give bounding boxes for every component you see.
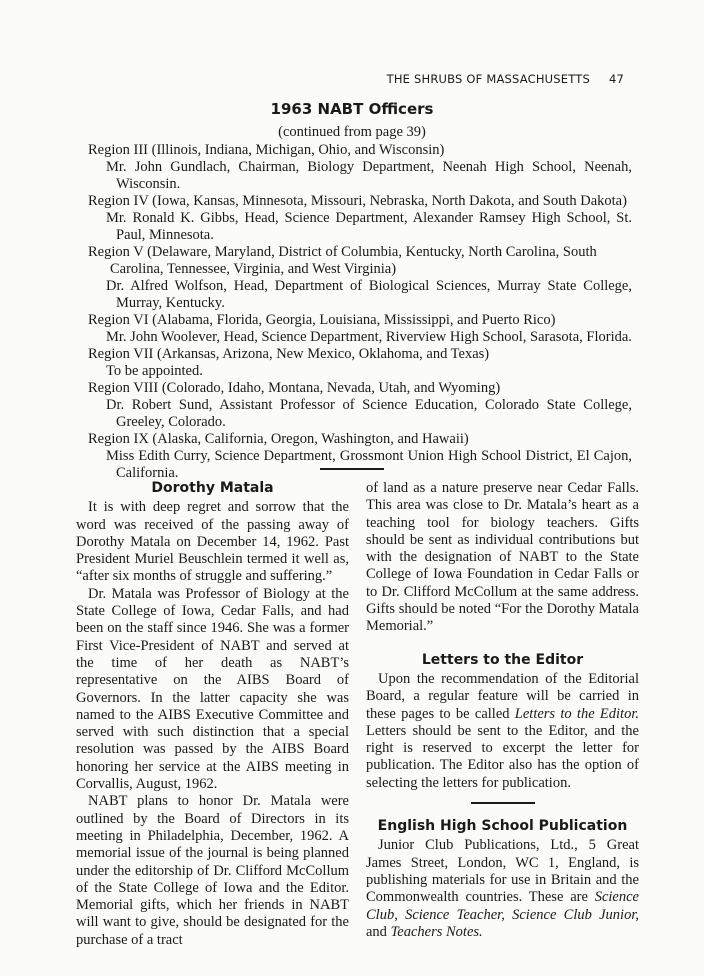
region-officer: To be appointed. <box>106 363 203 379</box>
region-entry <box>84 380 632 431</box>
letters-feature-title: Letters to the Editor. <box>514 705 639 722</box>
letters-heading: Letters to the Editor <box>421 651 584 668</box>
region-header: Region IV (Iowa, Kansas, Minnesota, Missouri, Nebraska, North Dakota, and South Dakota) <box>88 193 627 209</box>
region-entry <box>84 312 632 346</box>
region-header: Region VIII (Colorado, Idaho, Montana, Nevada, Utah, and Wyoming) <box>88 380 501 396</box>
letters-paragraph <box>366 671 639 792</box>
obituary-paragraph-continued: of land as a nature preserve near Cedar Falls. This area was close to Dr. Matala’s heart as a teaching tool for biology teachers. Gifts should be sent as individual contributions but with the designation of NABT to the State College of Iowa Foundation in Cedar Falls or to Dr. Clifford McCollum at the same address. Gifts should be noted “For the Dorothy Matala Memorial.” <box>366 480 639 635</box>
left-column <box>76 480 349 949</box>
regions-list <box>84 142 632 482</box>
running-head <box>0 72 624 86</box>
section-divider <box>471 802 535 804</box>
section-divider <box>320 468 384 470</box>
publication-title: Teachers Notes. <box>390 923 483 940</box>
region-entry <box>84 193 632 244</box>
region-header: Region V (Delaware, Maryland, District of Columbia, Kentucky, North Carolina, South Carolina, Tennessee, Virginia, and West Virginia) <box>88 244 597 277</box>
running-head-title: THE SHRUBS OF MASSACHUSETTS <box>386 72 590 86</box>
english-paragraph <box>366 837 639 941</box>
english-text: Junior Club Publications, Ltd., 5 Great James Street, London, WC 1, England, is publishing materials for use in Britain and the Commonwealth countries. These are <box>366 837 639 906</box>
publication-title: Science Teacher, <box>405 906 505 923</box>
region-entry <box>84 142 632 193</box>
region-header: Region VII (Arkansas, Arizona, New Mexico, Oklahoma, and Texas) <box>88 346 490 362</box>
letters-text: Upon the recommendation of the Editorial Board, a regular feature will be carried in these pages to be called <box>366 670 639 722</box>
region-header: Region III (Illinois, Indiana, Michigan, Ohio, and Wisconsin) <box>88 142 445 158</box>
region-entry <box>84 346 632 380</box>
region-officer: Dr. Robert Sund, Assistant Professor of Science Education, Colorado State College, Greeley, Colorado. <box>106 397 632 430</box>
region-header: Region IX (Alaska, California, Oregon, Washington, and Hawaii) <box>88 431 469 447</box>
obituary-heading: Dorothy Matala <box>151 480 274 496</box>
region-officer: Mr. John Gundlach, Chairman, Biology Department, Neenah High School, Neenah, Wisconsin. <box>106 159 632 192</box>
region-entry <box>84 431 632 482</box>
region-header: Region VI (Alabama, Florida, Georgia, Louisiana, Mississippi, and Puerto Rico) <box>88 312 556 328</box>
continued-note: (continued from page 39) <box>278 124 426 140</box>
region-officer: Miss Edith Curry, Science Department, Grossmont Union High School District, El Cajon, California. <box>106 448 632 481</box>
right-column <box>366 480 639 941</box>
page-number: 47 <box>608 72 624 86</box>
letters-text: Letters should be sent to the Editor, and the right is reserved to excerpt the letter for publication. The Editor also has the option of selecting the letters for publication. <box>366 722 639 791</box>
english-heading: English High School Publication <box>377 818 628 835</box>
obituary-paragraph: NABT plans to honor Dr. Matala were outlined by the Board of Directors in its meeting in Philadelphia, December, 1962. A memorial issue of the journal is being planned under the editorship of Dr. Clifford McCollum of the State College of Iowa and the Editor. Memorial gifts, which her friends in NABT will want to give, should be designated for the purchase of a tract <box>76 793 349 948</box>
region-entry <box>84 244 632 312</box>
obituary-paragraph: Dr. Matala was Professor of Biology at the State College of Iowa, Cedar Falls, and had been on the staff since 1946. She was a former First Vice-President of NABT and served at the time of her death as NABT’s representative on the AIBS Board of Governors. In the latter capacity she was named to the AIBS Executive Committee and served with such distinction that a special resolution was passed by the AIBS Board honoring her service at the AIBS meeting in Corvallis, August, 1962. <box>76 585 349 793</box>
article-title: 1963 NABT Officers <box>270 100 434 118</box>
region-officer: Dr. Alfred Wolfson, Head, Department of Biological Sciences, Murray State College, Murray, Kentucky. <box>106 278 632 311</box>
english-text: and <box>366 923 391 940</box>
region-officer: Mr. John Woolever, Head, Science Department, Riverview High School, Sarasota, Florida. <box>106 329 632 345</box>
publication-title: Science Club Junior, <box>512 906 639 923</box>
publication-title: Science Club, <box>366 889 639 923</box>
region-officer: Mr. Ronald K. Gibbs, Head, Science Department, Alexander Ramsey High School, St. Paul, Minnesota. <box>106 210 632 243</box>
obituary-paragraph: It is with deep regret and sorrow that the word was received of the passing away of Dorothy Matala on December 14, 1962. Past President Muriel Beuschlein termed it well as, “after six months of struggle and suffering.” <box>76 499 349 585</box>
